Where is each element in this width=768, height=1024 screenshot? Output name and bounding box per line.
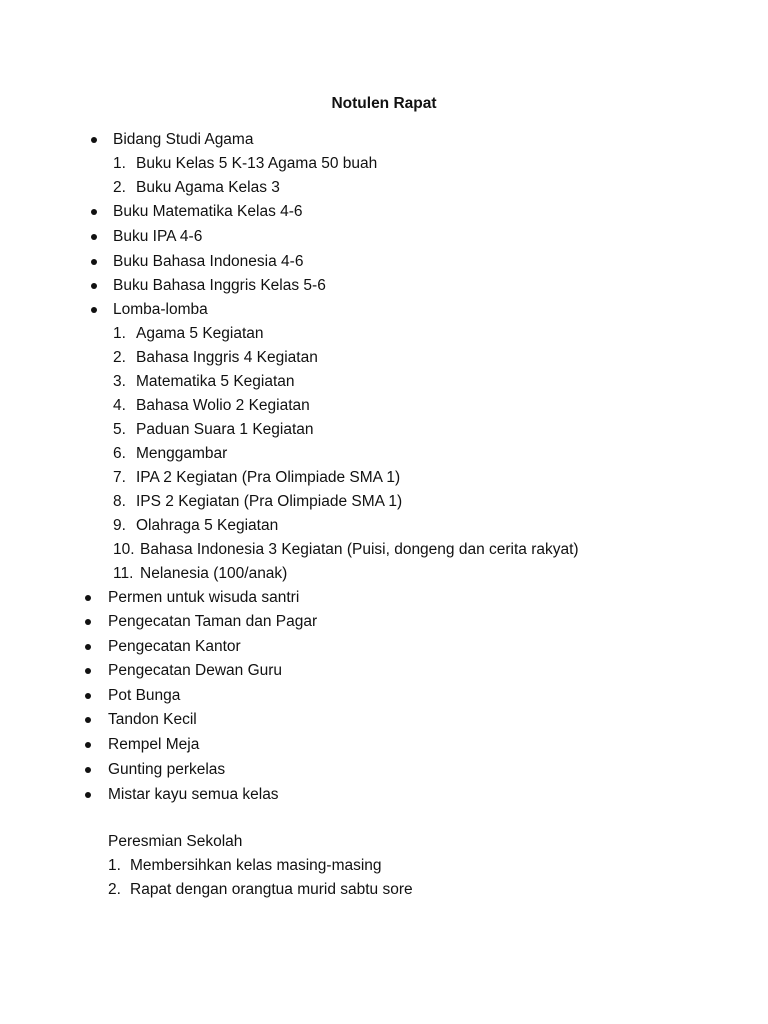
list-item: Rempel Meja (108, 736, 200, 753)
list-item: Mistar kayu semua kelas (108, 786, 279, 803)
list-item: Buku Bahasa Indonesia 4-6 (113, 253, 304, 270)
list-number: 1. (113, 155, 126, 172)
bullet-icon (85, 619, 91, 625)
list-item: Buku Bahasa Inggris Kelas 5-6 (113, 277, 326, 294)
list-item: Bahasa Inggris 4 Kegiatan (136, 349, 318, 366)
list-item: Bahasa Indonesia 3 Kegiatan (Puisi, dongeng dan cerita rakyat) (140, 541, 579, 558)
bullet-icon (85, 717, 91, 723)
list-item: Matematika 5 Kegiatan (136, 373, 295, 390)
list-item: Buku IPA 4-6 (113, 228, 203, 245)
bullet-icon (91, 259, 97, 265)
list-number: 5. (113, 421, 126, 438)
bullet-icon (91, 234, 97, 240)
page-title: Notulen Rapat (331, 95, 437, 112)
list-item: Pengecatan Dewan Guru (108, 662, 283, 679)
bullet-icon (91, 137, 97, 143)
list-item: Buku Matematika Kelas 4-6 (113, 203, 303, 220)
list-item: Pengecatan Kantor (108, 638, 241, 655)
bullet-icon (85, 693, 91, 699)
list-item: Membersihkan kelas masing-masing (130, 857, 382, 874)
list-item: Tandon Kecil (108, 711, 197, 728)
list-item: Bahasa Wolio 2 Kegiatan (136, 397, 310, 414)
peresmian-heading: Peresmian Sekolah (108, 833, 243, 850)
list-number: 1. (108, 857, 121, 874)
list-item: Rapat dengan orangtua murid sabtu sore (130, 881, 413, 898)
list-number: 3. (113, 373, 126, 390)
list-number: 11. (113, 565, 134, 582)
list-number: 6. (113, 445, 126, 462)
list-item: Pot Bunga (108, 687, 181, 704)
bullet-icon (85, 792, 91, 798)
list-item: Nelanesia (100/anak) (140, 565, 288, 582)
bullet-icon (85, 767, 91, 773)
list-number: 8. (113, 493, 126, 510)
list-item: Agama 5 Kegiatan (136, 325, 264, 342)
list-item: Menggambar (136, 445, 228, 462)
bullet-icon (85, 644, 91, 650)
bidang-studi-agama: Bidang Studi Agama (113, 131, 254, 148)
bullet-icon (85, 595, 91, 601)
list-item: Olahraga 5 Kegiatan (136, 517, 279, 534)
list-number: 10. (113, 541, 135, 558)
list-item: Buku Agama Kelas 3 (136, 179, 280, 196)
list-number: 2. (108, 881, 121, 898)
list-item: Paduan Suara 1 Kegiatan (136, 421, 314, 438)
list-item: Pengecatan Taman dan Pagar (108, 613, 318, 630)
bullet-icon (91, 283, 97, 289)
list-item: Permen untuk wisuda santri (108, 589, 300, 606)
list-number: 4. (113, 397, 126, 414)
bullet-icon (91, 307, 97, 313)
list-number: 2. (113, 349, 126, 366)
list-item: IPS 2 Kegiatan (Pra Olimpiade SMA 1) (136, 493, 403, 510)
list-item: IPA 2 Kegiatan (Pra Olimpiade SMA 1) (136, 469, 401, 486)
lomba-label: Lomba-lomba (113, 301, 208, 318)
list-item: Gunting perkelas (108, 761, 226, 778)
bullet-icon (91, 209, 97, 215)
bullet-icon (85, 668, 91, 674)
list-number: 9. (113, 517, 126, 534)
list-number: 7. (113, 469, 126, 486)
list-number: 1. (113, 325, 126, 342)
bullet-icon (85, 742, 91, 748)
list-number: 2. (113, 179, 126, 196)
list-item: Buku Kelas 5 K-13 Agama 50 buah (136, 155, 378, 172)
